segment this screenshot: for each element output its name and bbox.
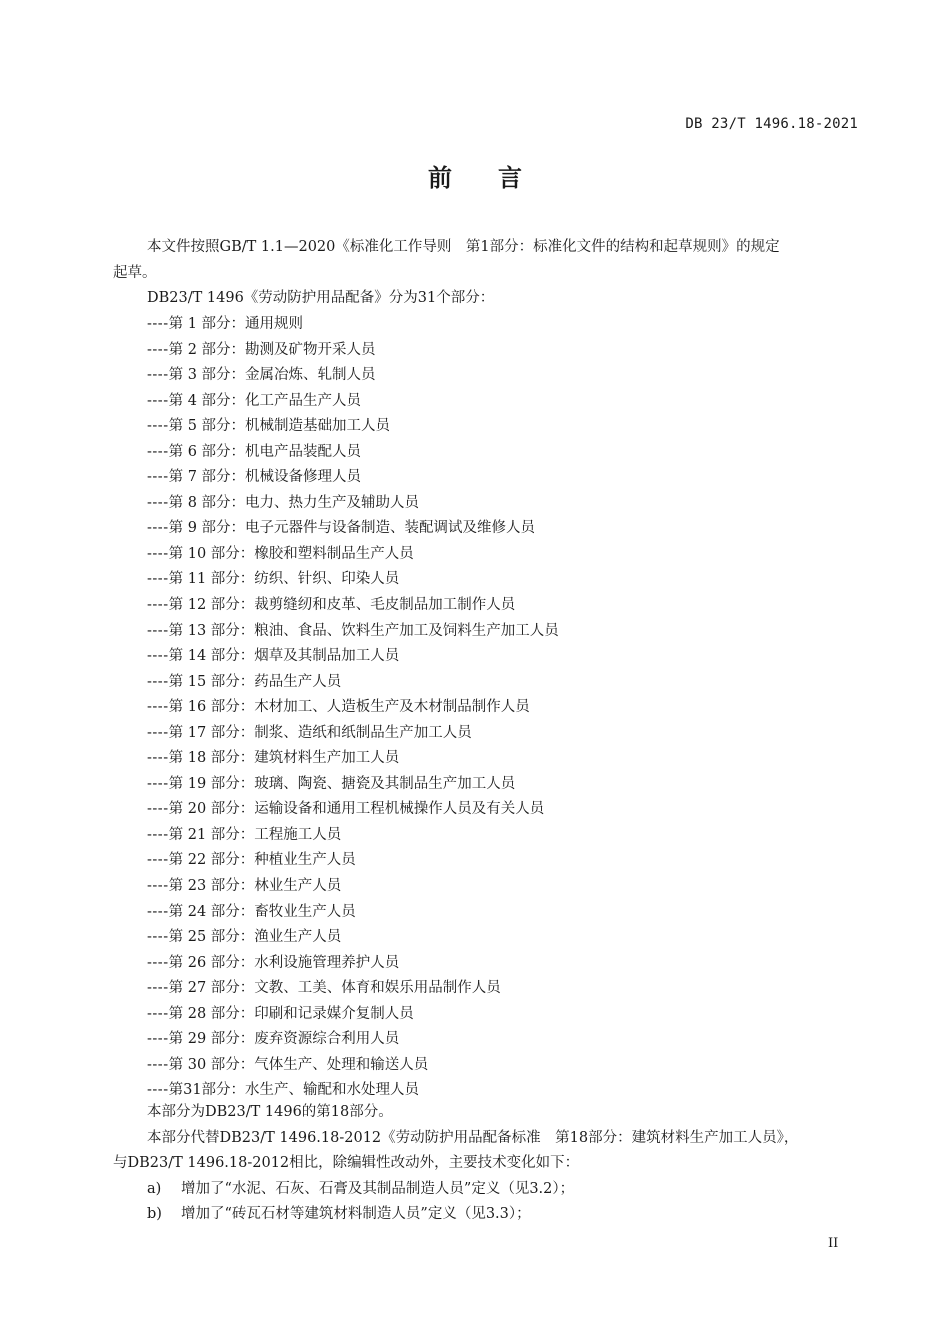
part-list-item — [147, 900, 559, 926]
part-dash-prefix: ---- — [147, 571, 169, 588]
part-list-item — [147, 567, 559, 593]
part-dash-prefix: ---- — [147, 622, 169, 639]
part-label: 第 10 部分：橡胶和塑料制品生产人员 — [168, 545, 414, 562]
part-list-item — [147, 695, 559, 721]
part-label: 第 6 部分：机电产品装配人员 — [168, 443, 362, 460]
part-dash-prefix: ---- — [147, 980, 169, 997]
part-label: 第31部分：水生产、输配和水处理人员 — [168, 1082, 420, 1099]
part-list-item — [147, 363, 559, 389]
replaces-line-2: 与DB23/T 1496.18-2012相比，除编辑性改动外，主要技术变化如下： — [113, 1155, 580, 1171]
document-code: DB 23/T 1496.18-2021 — [685, 116, 858, 132]
part-label: 第 4 部分：化工产品生产人员 — [168, 392, 362, 409]
part-list-item — [147, 1027, 559, 1053]
part-dash-prefix: ---- — [147, 750, 169, 767]
tail-section — [113, 1100, 863, 1228]
part-label: 第 22 部分：种植业生产人员 — [168, 852, 356, 869]
part-dash-prefix: ---- — [147, 341, 169, 358]
part-label: 第 7 部分：机械设备修理人员 — [168, 469, 362, 486]
part-label: 第 21 部分：工程施工人员 — [168, 826, 342, 843]
part-label: 第 28 部分：印刷和记录媒介复制人员 — [168, 1005, 414, 1022]
page-number: II — [828, 1236, 839, 1251]
part-list-item — [147, 746, 559, 772]
intro-line-1: 本文件按照GB/T 1.1—2020《标准化工作导则 第1部分：标准化文件的结构和起草规则》的规定 — [147, 239, 780, 255]
part-label: 第 30 部分：气体生产、处理和输送人员 — [168, 1056, 429, 1073]
part-list-item — [147, 848, 559, 874]
part-list-item — [147, 491, 559, 517]
part-label: 第 12 部分：裁剪缝纫和皮革、毛皮制品加工制作人员 — [168, 597, 516, 614]
part-label: 第 27 部分：文教、工美、体育和娱乐用品制作人员 — [168, 980, 501, 997]
this-part-statement: 本部分为DB23/T 1496的第18部分。 — [147, 1104, 393, 1120]
part-dash-prefix: ---- — [147, 545, 169, 562]
change-marker: b) — [147, 1206, 162, 1222]
part-list-item — [147, 312, 559, 338]
part-label: 第 1 部分：通用规则 — [168, 316, 304, 332]
part-list-item — [147, 925, 559, 951]
part-list-item — [147, 670, 559, 696]
part-list-item — [147, 414, 559, 440]
change-item — [113, 1177, 863, 1203]
parts-intro: DB23/T 1496《劳动防护用品配备》分为31个部分： — [147, 290, 495, 306]
part-list-item — [147, 1002, 559, 1028]
part-list-item — [147, 797, 559, 823]
part-dash-prefix: ---- — [147, 801, 169, 818]
part-label: 第 23 部分：林业生产人员 — [168, 878, 342, 895]
part-dash-prefix: ---- — [147, 1031, 169, 1048]
part-label: 第 9 部分：电子元器件与设备制造、装配调试及维修人员 — [168, 520, 536, 537]
part-list-item — [147, 644, 559, 670]
part-dash-prefix: ---- — [147, 878, 169, 895]
part-label: 第 11 部分：纺织、针织、印染人员 — [168, 571, 400, 588]
part-list-item — [147, 619, 559, 645]
part-dash-prefix: ---- — [147, 724, 169, 741]
part-label: 第 16 部分：木材加工、人造板生产及木材制品制作人员 — [168, 699, 530, 716]
part-list-item — [147, 772, 559, 798]
part-dash-prefix: ---- — [147, 954, 169, 971]
part-dash-prefix: ---- — [147, 597, 169, 614]
part-label: 第 25 部分：渔业生产人员 — [168, 929, 342, 946]
change-text: 增加了“水泥、石灰、石膏及其制品制造人员”定义（见3.2）； — [181, 1180, 575, 1197]
page-title: 前言 — [428, 164, 568, 192]
change-item — [113, 1202, 863, 1228]
part-dash-prefix: ---- — [147, 852, 169, 869]
part-label: 第 15 部分：药品生产人员 — [168, 673, 342, 690]
part-dash-prefix: ---- — [147, 494, 169, 511]
part-label: 第 24 部分：畜牧业生产人员 — [168, 903, 356, 920]
part-dash-prefix: ---- — [147, 1082, 169, 1099]
part-list-item — [147, 338, 559, 364]
part-list-item — [147, 976, 559, 1002]
part-label: 第 13 部分：粮油、食品、饮料生产加工及饲料生产加工人员 — [168, 622, 559, 639]
part-dash-prefix: ---- — [147, 775, 169, 792]
replaces-line-1: 本部分代替DB23/T 1496.18-2012《劳动防护用品配备标准 第18部分：建筑材料生产加工人员》， — [147, 1129, 799, 1146]
part-label: 第 18 部分：建筑材料生产加工人员 — [168, 750, 400, 767]
part-list-item — [147, 440, 559, 466]
part-dash-prefix: ---- — [147, 903, 169, 920]
part-list-item — [147, 389, 559, 415]
intro-line-2: 起草。 — [113, 264, 157, 281]
part-label: 第 26 部分：水利设施管理养护人员 — [168, 954, 400, 971]
part-list-item — [147, 465, 559, 491]
part-list-item — [147, 1053, 559, 1079]
part-dash-prefix: ---- — [147, 1005, 169, 1022]
part-dash-prefix: ---- — [147, 699, 169, 716]
part-dash-prefix: ---- — [147, 316, 169, 332]
part-list-item — [147, 874, 559, 900]
part-dash-prefix: ---- — [147, 673, 169, 690]
part-label: 第 2 部分：勘测及矿物开采人员 — [168, 341, 376, 358]
part-dash-prefix: ---- — [147, 418, 169, 435]
part-label: 第 19 部分：玻璃、陶瓷、搪瓷及其制品生产加工人员 — [168, 775, 516, 792]
part-dash-prefix: ---- — [147, 469, 169, 486]
part-list-item — [147, 516, 559, 542]
part-list-item — [147, 593, 559, 619]
part-dash-prefix: ---- — [147, 392, 169, 409]
change-marker: a) — [147, 1180, 162, 1197]
part-label: 第 14 部分：烟草及其制品加工人员 — [168, 648, 400, 665]
part-dash-prefix: ---- — [147, 443, 169, 460]
part-label: 第 5 部分：机械制造基础加工人员 — [168, 418, 391, 435]
part-label: 第 29 部分：废弃资源综合利用人员 — [168, 1031, 400, 1048]
part-label: 第 8 部分：电力、热力生产及辅助人员 — [168, 494, 420, 511]
part-label: 第 17 部分：制浆、造纸和纸制品生产加工人员 — [168, 724, 472, 741]
part-list-item — [147, 823, 559, 849]
intro-paragraph — [113, 235, 863, 286]
changes-list — [113, 1177, 863, 1228]
part-list-item — [147, 542, 559, 568]
part-label: 第 3 部分：金属冶炼、轧制人员 — [168, 367, 376, 384]
change-text: 增加了“砖瓦石材等建筑材料制造人员”定义（见3.3）； — [181, 1206, 531, 1222]
part-dash-prefix: ---- — [147, 1056, 169, 1073]
part-dash-prefix: ---- — [147, 648, 169, 665]
part-dash-prefix: ---- — [147, 520, 169, 537]
part-label: 第 20 部分：运输设备和通用工程机械操作人员及有关人员 — [168, 801, 545, 818]
part-list-item — [147, 951, 559, 977]
parts-list — [147, 312, 559, 1104]
part-dash-prefix: ---- — [147, 367, 169, 384]
part-dash-prefix: ---- — [147, 826, 169, 843]
part-list-item — [147, 721, 559, 747]
part-dash-prefix: ---- — [147, 929, 169, 946]
